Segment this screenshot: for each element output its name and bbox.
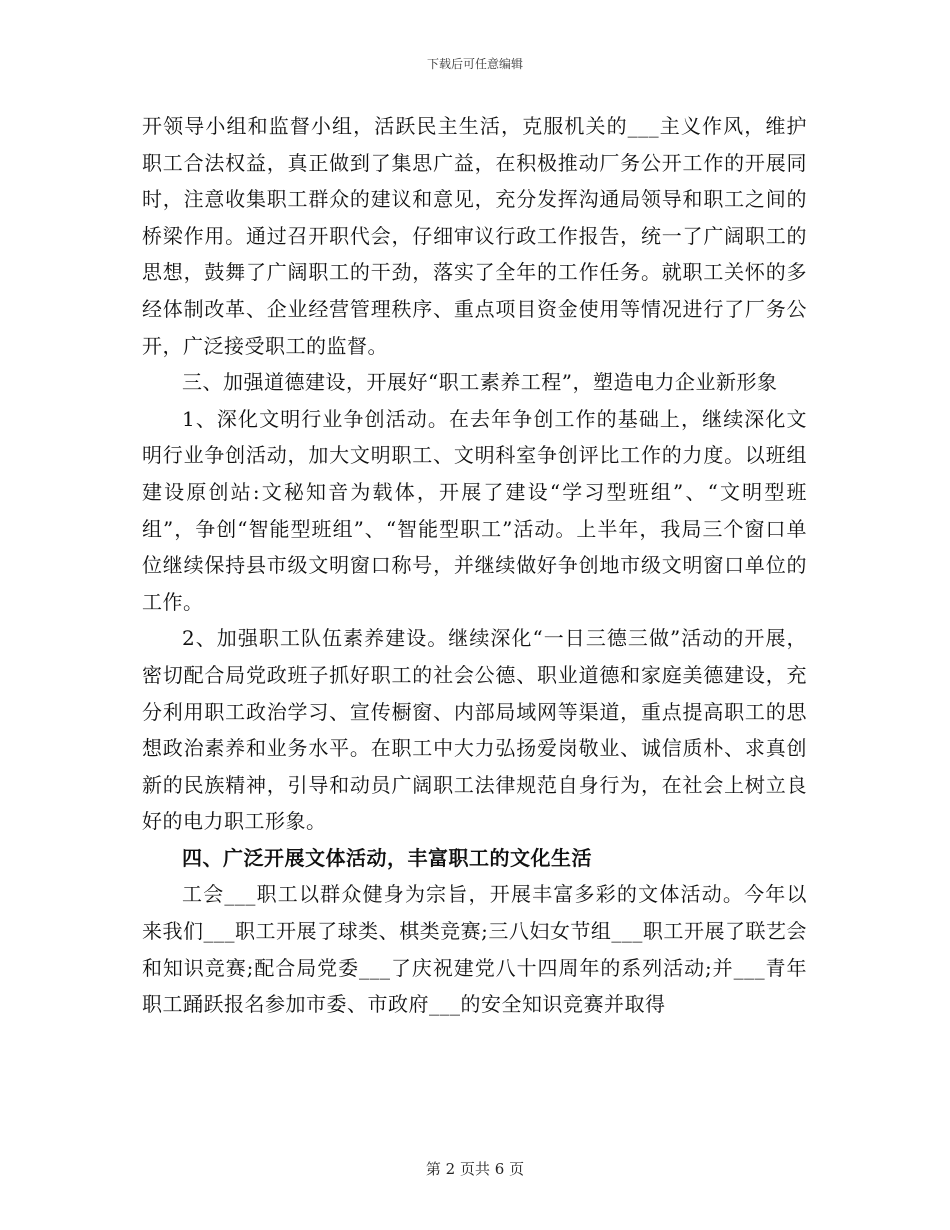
section-heading-4: 四、广泛开展文体活动，丰富职工的文化生活 bbox=[182, 845, 592, 870]
document-body bbox=[142, 108, 807, 1023]
paragraph-item-2: 2、加强职工队伍素养建设。继续深化“一日三德三做”活动的开展，密切配合局党政班子抓好职工的社会公德、职业道德和家庭美德建设，充分利用职工政治学习、宣传橱窗、内部局域网等渠道，重点提高职工的思想政治素养和业务水平。在职工中大力弘扬爱岗敬业、诚信质朴、求真创新的民族精神，引导和动员广阔职工法律规范自身行为，在社会上树立良好的电力职工形象。 bbox=[142, 626, 807, 834]
page-number-footer: 第 2 页共 6 页 bbox=[425, 1160, 525, 1178]
paragraph-continuation: 开领导小组和监督小组，活跃民主生活，克服机关的___主义作风，维护职工合法权益，真正做到了集思广益，在积极推动厂务公开工作的开展同时，注意收集职工群众的建议和意见，充分发挥沟通局领导和职工之间的桥梁作用。通过召开职代会，仔细审议行政工作报告，统一了广阔职工的思想，鼓舞了广阔职工的干劲，落实了全年的工作任务。就职工关怀的多经体制改革、企业经营管理秩序、重点项目资金使用等情况进行了厂务公开，广泛接受职工的监督。 bbox=[142, 114, 807, 358]
section-heading-3: 三、加强道德建设，开展好“职工素养工程”，塑造电力企业新形象 bbox=[182, 370, 778, 395]
paragraph-item-1: 1、深化文明行业争创活动。在去年争创工作的基础上，继续深化文明行业争创活动，加大文明职工、文明科室争创评比工作的力度。以班组建设原创站:文秘知音为载体，开展了建设“学习型班组”、“文明型班组”，争创“智能型班组”、“智能型职工”活动。上半年，我局三个窗口单位继续保持县市级文明窗口称号，并继续做好争创地市级文明窗口单位的工作。 bbox=[142, 406, 807, 614]
page-header: 下载后可任意编辑 bbox=[426, 57, 523, 71]
paragraph-culture: 工会___职工以群众健身为宗旨，开展丰富多彩的文体活动。今年以来我们___职工开展了球类、棋类竞赛;三八妇女节组___职工开展了联艺会和知识竞赛;配合局党委___了庆祝建党八十四周年的系列活动;并___青年职工踊跃报名参加市委、市政府___的安全知识竞赛并取得 bbox=[142, 882, 807, 1017]
